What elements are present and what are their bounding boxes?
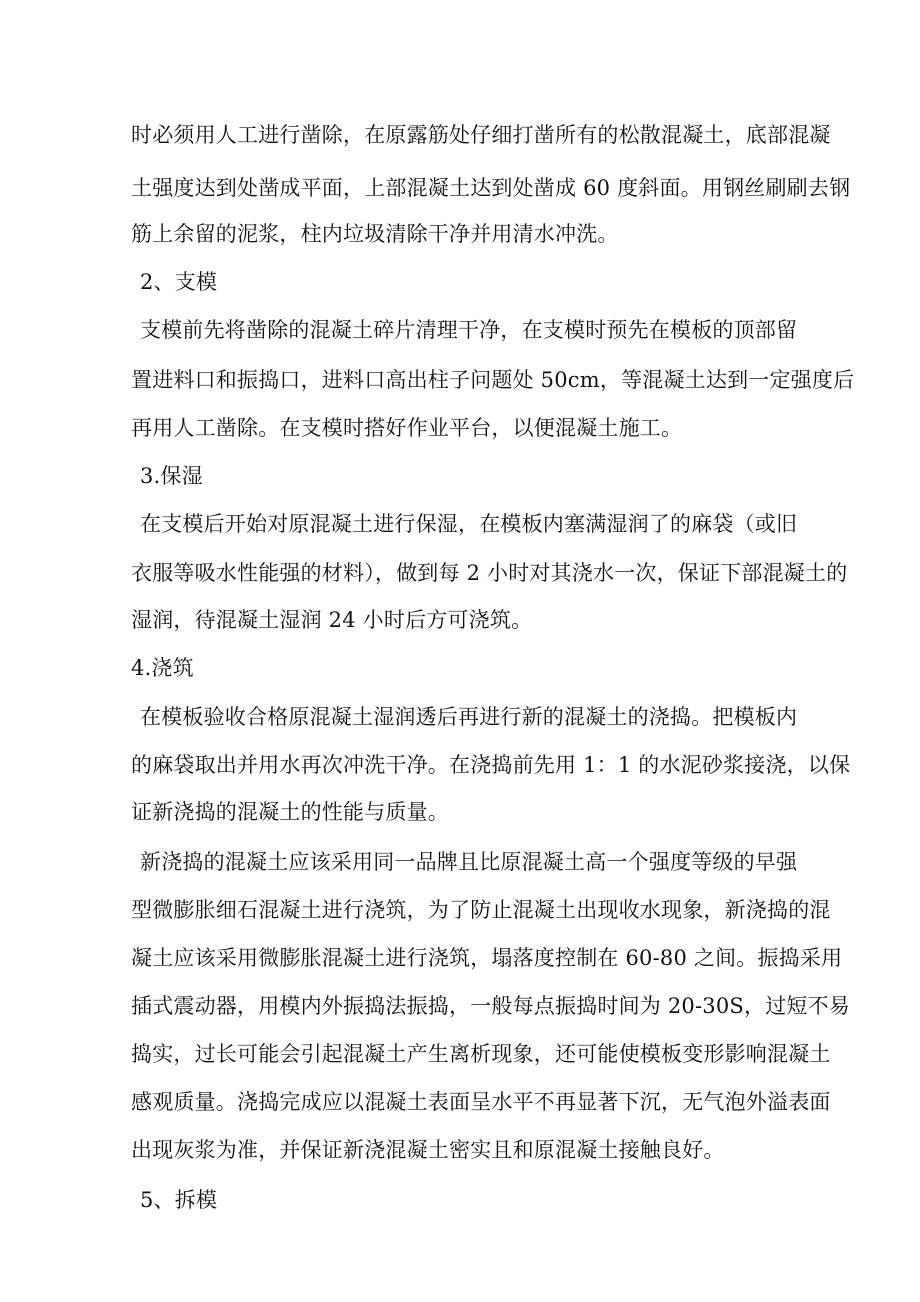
paragraph-4-line-3: 证新浇捣的混凝土的性能与质量。 <box>131 800 449 824</box>
paragraph-5-line-6: 感观质量。浇捣完成应以混凝土表面呈水平不再显著下沉，无气泡外溢表面 <box>131 1090 831 1114</box>
paragraph-2-line-1: 支模前先将凿除的混凝土碎片清理干净，在支模时预先在模板的顶部留 <box>140 318 798 342</box>
paragraph-3-line-3: 湿润，待混凝土湿润 24 小时后方可浇筑。 <box>131 608 533 632</box>
section-heading-pouring: 4.浇筑 <box>131 656 194 680</box>
paragraph-3-line-2: 衣服等吸水性能强的材料），做到每 2 小时对其浇水一次，保证下部混凝土的 <box>131 561 848 585</box>
paragraph-3-line-1: 在支模后开始对原混凝土进行保湿，在模板内塞满湿润了的麻袋（或旧 <box>140 512 798 536</box>
paragraph-5-line-4: 插式震动器，用模内外振捣法振捣，一般每点振捣时间为 20-30S，过短不易 <box>131 994 850 1018</box>
paragraph-5-line-1: 新浇捣的混凝土应该采用同一品牌且比原混凝土高一个强度等级的早强 <box>140 850 798 874</box>
paragraph-5-line-5: 捣实，过长可能会引起混凝土产生离析现象，还可能使模板变形影响混凝土 <box>131 1042 831 1066</box>
paragraph-1-line-1: 时必须用人工进行凿除，在原露筋处仔细打凿所有的松散混凝土，底部混凝 <box>131 123 831 147</box>
paragraph-2-line-2: 置进料口和振捣口，进料口高出柱子问题处 50cm，等混凝土达到一定强度后 <box>131 368 855 392</box>
paragraph-5-line-3: 凝土应该采用微膨胀混凝土进行浇筑，塌落度控制在 60-80 之间。振捣采用 <box>131 946 843 970</box>
paragraph-4-line-2: 的麻袋取出并用水再次冲洗干净。在浇捣前先用 1：1 的水泥砂浆接浇，以保 <box>131 753 851 777</box>
paragraph-1-line-3: 筋上余留的泥浆，柱内垃圾清除干净并用清水冲洗。 <box>131 222 619 246</box>
paragraph-4-line-1: 在模板验收合格原混凝土湿润透后再进行新的混凝土的浇捣。把模板内 <box>140 705 798 729</box>
section-heading-remove-formwork: 5、拆模 <box>140 1188 218 1212</box>
paragraph-1-line-2: 土强度达到处凿成平面，上部混凝土达到处凿成 60 度斜面。用钢丝刷刷去钢 <box>131 176 851 200</box>
paragraph-5-line-7: 出现灰浆为准，并保证新浇混凝土密实且和原混凝土接触良好。 <box>131 1138 725 1162</box>
paragraph-5-line-2: 型微膨胀细石混凝土进行浇筑，为了防止混凝土出现收水现象，新浇捣的混 <box>131 898 831 922</box>
section-heading-support-formwork: 2、支模 <box>140 270 218 294</box>
section-heading-moisture: 3.保湿 <box>140 464 203 488</box>
paragraph-2-line-3: 再用人工凿除。在支模时搭好作业平台，以便混凝土施工。 <box>131 416 683 440</box>
